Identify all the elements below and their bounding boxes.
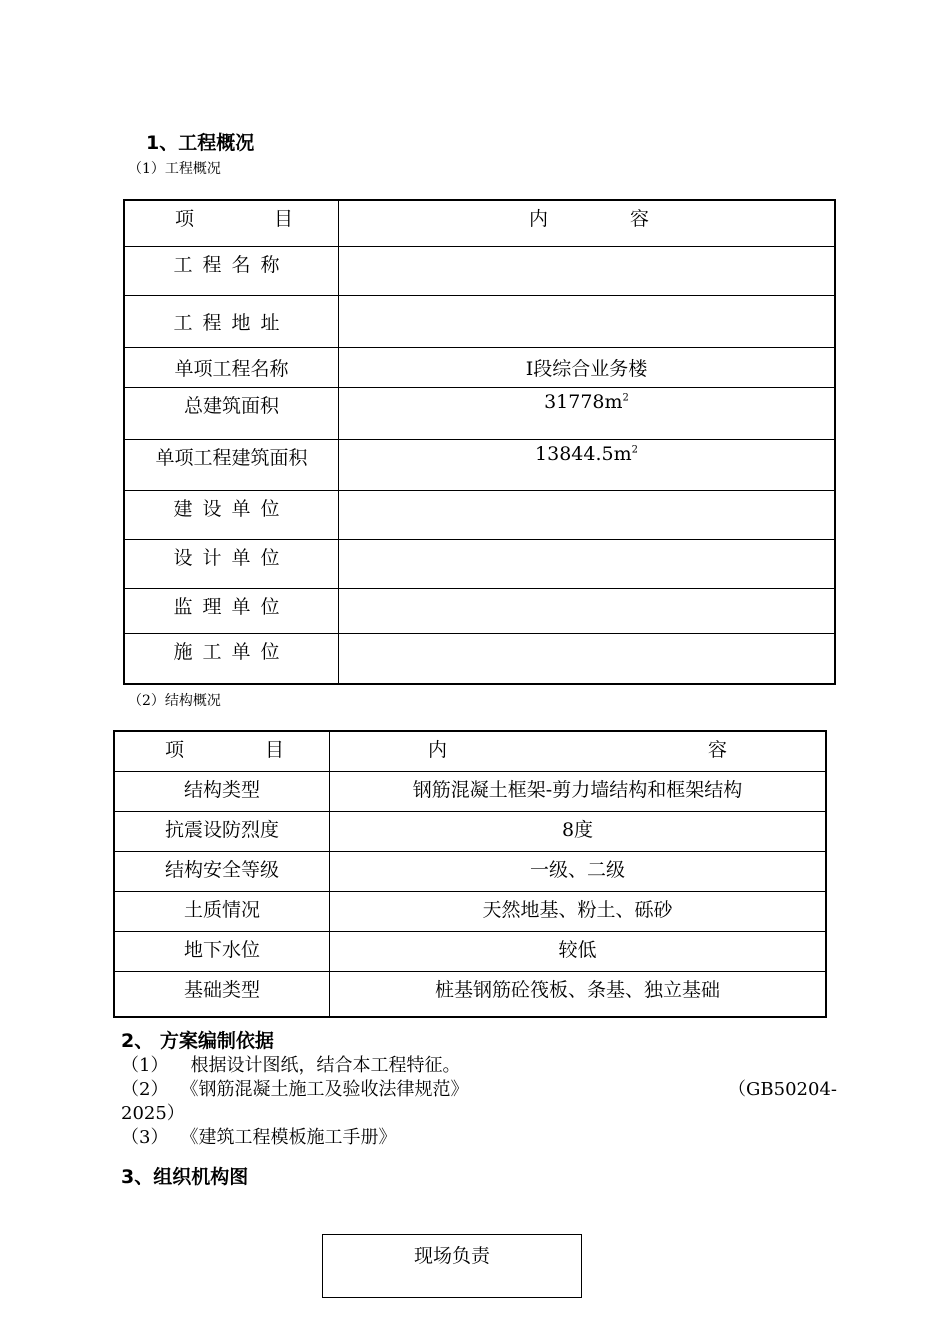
list-item	[121, 1126, 837, 1150]
row-value	[339, 295, 836, 347]
row-label: 监理单位	[124, 588, 339, 633]
table-row	[114, 931, 826, 971]
basis-list	[121, 1054, 837, 1150]
row-label: 施工单位	[124, 633, 339, 684]
table-row	[114, 771, 826, 811]
subsection-1-title: （1）工程概况	[128, 161, 221, 177]
item-code-continued: 2025）	[121, 1103, 185, 1124]
org-top-label: 现场负责	[413, 1245, 490, 1267]
row-value: $13844.5m^2$	[339, 439, 836, 490]
table-row	[124, 588, 835, 633]
project-overview-table	[123, 199, 836, 685]
table-row	[124, 539, 835, 588]
row-label: 工程地址	[124, 295, 339, 347]
row-value	[339, 246, 836, 295]
row-value: I段综合业务楼	[339, 347, 836, 387]
row-value: 天然地基、粉土、砾砂	[330, 891, 827, 931]
item-code: （GB50204-	[728, 1079, 837, 1100]
header-content: 内 容	[339, 200, 836, 246]
row-label: 总建筑面积	[124, 387, 339, 439]
row-label: 设计单位	[124, 539, 339, 588]
row-label: 土质情况	[114, 891, 330, 931]
list-item	[121, 1054, 837, 1078]
row-value: 钢筋混凝土框架-剪力墙结构和框架结构	[330, 771, 827, 811]
table-row	[114, 891, 826, 931]
row-label: 地下水位	[114, 931, 330, 971]
subsection-2-title: （2）结构概况	[128, 693, 221, 709]
row-value: $31778m^2$	[339, 387, 836, 439]
table-row	[124, 387, 835, 439]
row-label: 工程名称	[124, 246, 339, 295]
table-header-row	[114, 731, 826, 771]
org-chart-top-box	[322, 1234, 582, 1298]
row-value	[339, 588, 836, 633]
header-item: 项 目	[114, 731, 330, 771]
table-row	[124, 439, 835, 490]
table-row	[124, 633, 835, 684]
row-value	[339, 539, 836, 588]
table-row	[114, 971, 826, 1017]
table-row	[124, 347, 835, 387]
row-label: 基础类型	[114, 971, 330, 1017]
item-number: （2）	[121, 1079, 169, 1100]
item-number: （3）	[121, 1127, 169, 1148]
item-text: 根据设计图纸，结合本工程特征。	[190, 1055, 461, 1076]
row-value: 8度	[330, 811, 827, 851]
item-text: 《建筑工程模板施工手册》	[180, 1127, 397, 1148]
row-label: 结构类型	[114, 771, 330, 811]
item-number: （1）	[121, 1055, 169, 1076]
structure-overview-table	[113, 730, 827, 1018]
table-row	[124, 295, 835, 347]
row-label: 抗震设防烈度	[114, 811, 330, 851]
section1-heading: 1、工程概况	[146, 132, 255, 154]
header-item: 项 目	[124, 200, 339, 246]
row-label: 单项工程建筑面积	[124, 439, 339, 490]
table-row	[124, 490, 835, 539]
row-label: 结构安全等级	[114, 851, 330, 891]
row-value: 桩基钢筋砼筏板、条基、独立基础	[330, 971, 827, 1017]
section3-heading: 3、组织机构图	[121, 1166, 249, 1188]
row-value: 一级、二级	[330, 851, 827, 891]
section2-heading: 2、 方案编制依据	[121, 1030, 274, 1052]
row-value	[339, 633, 836, 684]
table-row	[114, 851, 826, 891]
row-value: 较低	[330, 931, 827, 971]
header-content: 内 容	[330, 731, 827, 771]
row-label: 单项工程名称	[124, 347, 339, 387]
row-label: 建设单位	[124, 490, 339, 539]
table-row	[114, 811, 826, 851]
list-item	[121, 1078, 837, 1102]
row-value	[339, 490, 836, 539]
table-header-row	[124, 200, 835, 246]
table-row	[124, 246, 835, 295]
item-text: 《钢筋混凝土施工及验收法律规范》	[180, 1079, 469, 1100]
